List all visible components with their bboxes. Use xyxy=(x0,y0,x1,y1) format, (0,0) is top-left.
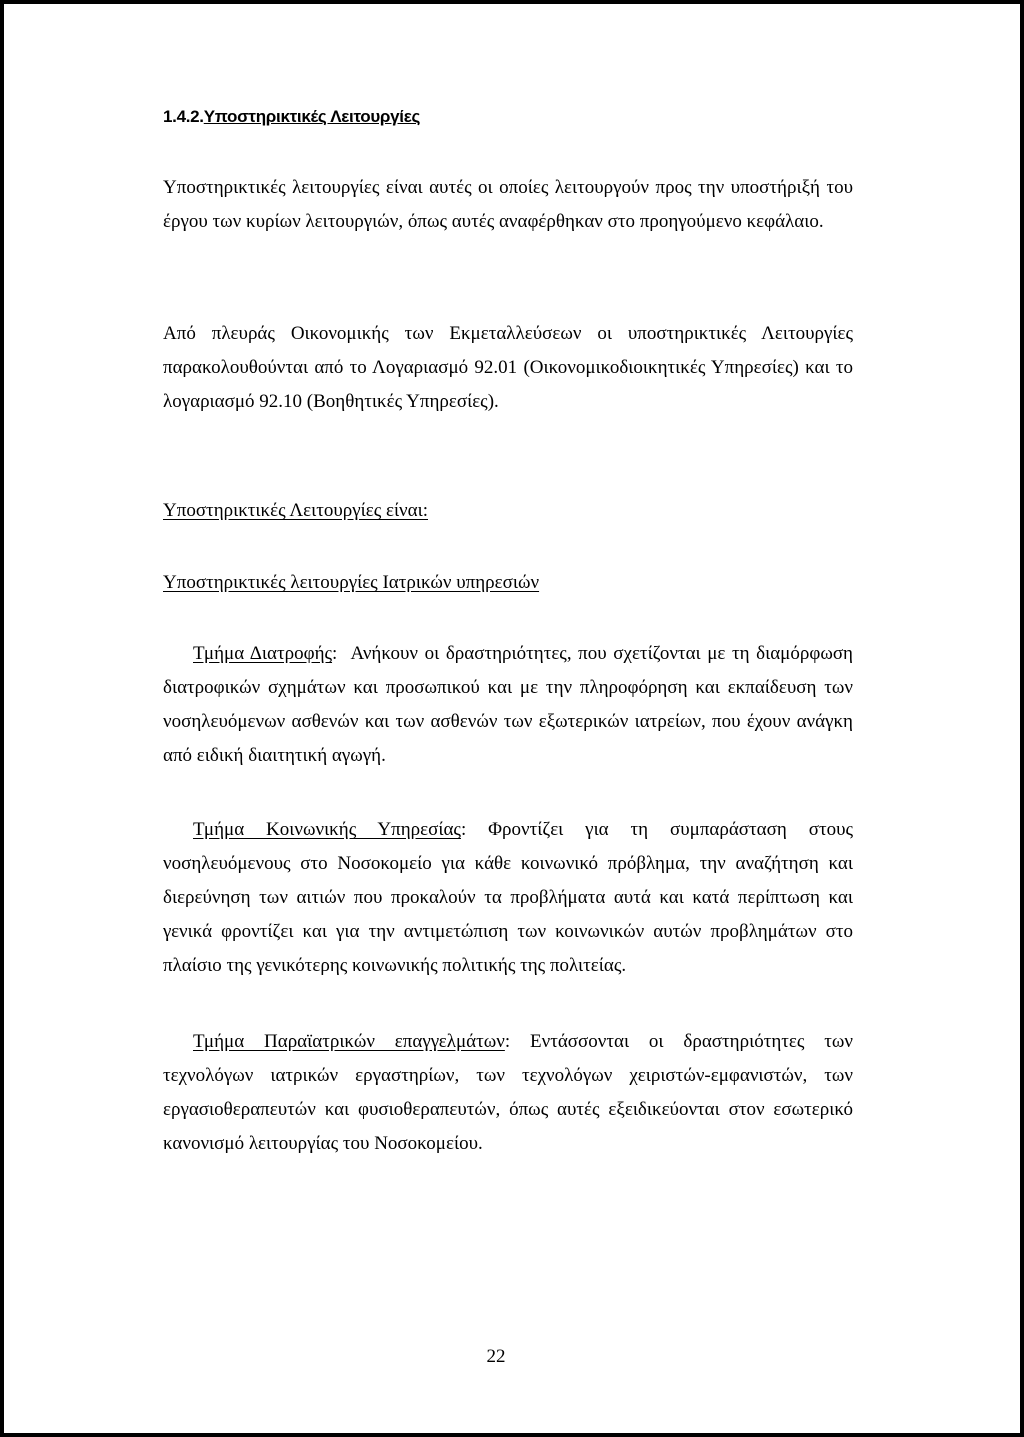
department-description: Εντάσσονται οι δραστηριότητες των τεχνολόγων ιατρικών εργαστηρίων, των τεχνολόγων χειριστών-εμφανιστών, των εργασιοθεραπευτών και φυσιοθεραπευτών, όπως αυτές εξειδικεύονται στον εσωτερικό κανονισμό λειτουργίας του Νοσοκομείου. xyxy=(163,1031,853,1154)
department-name: Τμήμα Διατροφής xyxy=(193,643,333,664)
department-separator: : xyxy=(460,819,467,840)
section-heading xyxy=(163,102,420,132)
intro-paragraph: Υποστηρικτικές λειτουργίες είναι αυτές οι οποίες λειτουργούν προς την υποστήριξή του έργου των κυρίων λειτουργιών, όπως αυτές αναφέρθηκαν στο προηγούμενο κεφάλαιο. xyxy=(163,177,853,232)
department-nutrition xyxy=(163,637,853,773)
section-title: Υποστηρικτικές Λειτουργίες xyxy=(203,107,421,126)
section-number: 1.4.2. xyxy=(163,107,204,126)
department-separator: : xyxy=(504,1031,511,1052)
department-description: Φροντίζει για τη συμπαράσταση στους νοσηλευόμενους στο Νοσοκομείο για κάθε κοινωνικό πρόβλημα, την αναζήτηση και διερεύνηση των αιτιών που προκαλούν τα προβλήματα αυτά και κατά περίπτωση και γενικά φροντίζει και για την αντιμετώπιση των κοινωνικών αυτών προβλημάτων στο πλαίσιο της γενικότερης κοινωνικής πολιτικής της πολιτείας. xyxy=(163,819,854,976)
medical-services-text: Υποστηρικτικές λειτουργίες Ιατρικών υπηρεσιών xyxy=(163,572,540,593)
department-paramedical xyxy=(163,1025,853,1161)
department-separator: : xyxy=(332,643,338,664)
medical-services-heading xyxy=(163,566,539,600)
accounting-paragraph: Από πλευράς Οικονομικής των Εκμεταλλεύσεων οι υποστηρικτικές Λειτουργίες παρακολουθούνται από το Λογαριασμό 92.01 (Οικονομικοδιοικητικές Υπηρεσίες) και το λογαριασμό 92.10 (Βοηθητικές Υπηρεσίες). xyxy=(163,323,853,412)
list-intro-heading xyxy=(163,494,428,528)
department-name: Τμήμα Παραϊατρικών επαγγελμάτων xyxy=(193,1031,505,1052)
department-social-service xyxy=(163,813,853,983)
list-intro-text: Υποστηρικτικές Λειτουργίες είναι: xyxy=(163,500,428,521)
department-name: Τμήμα Κοινωνικής Υπηρεσίας xyxy=(193,819,461,840)
page-number: 22 xyxy=(486,1346,506,1367)
department-description: Ανήκουν οι δραστηριότητες, που σχετίζονται με τη διαμόρφωση διατροφικών σχημάτων και προσωπικού και με την πληροφόρηση και εκπαίδευση των νοσηλευόμενων ασθενών και των ασθενών των εξωτερικών ιατρείων, που έχουν ανάγκη από ειδική διαιτητική αγωγή. xyxy=(163,643,853,766)
